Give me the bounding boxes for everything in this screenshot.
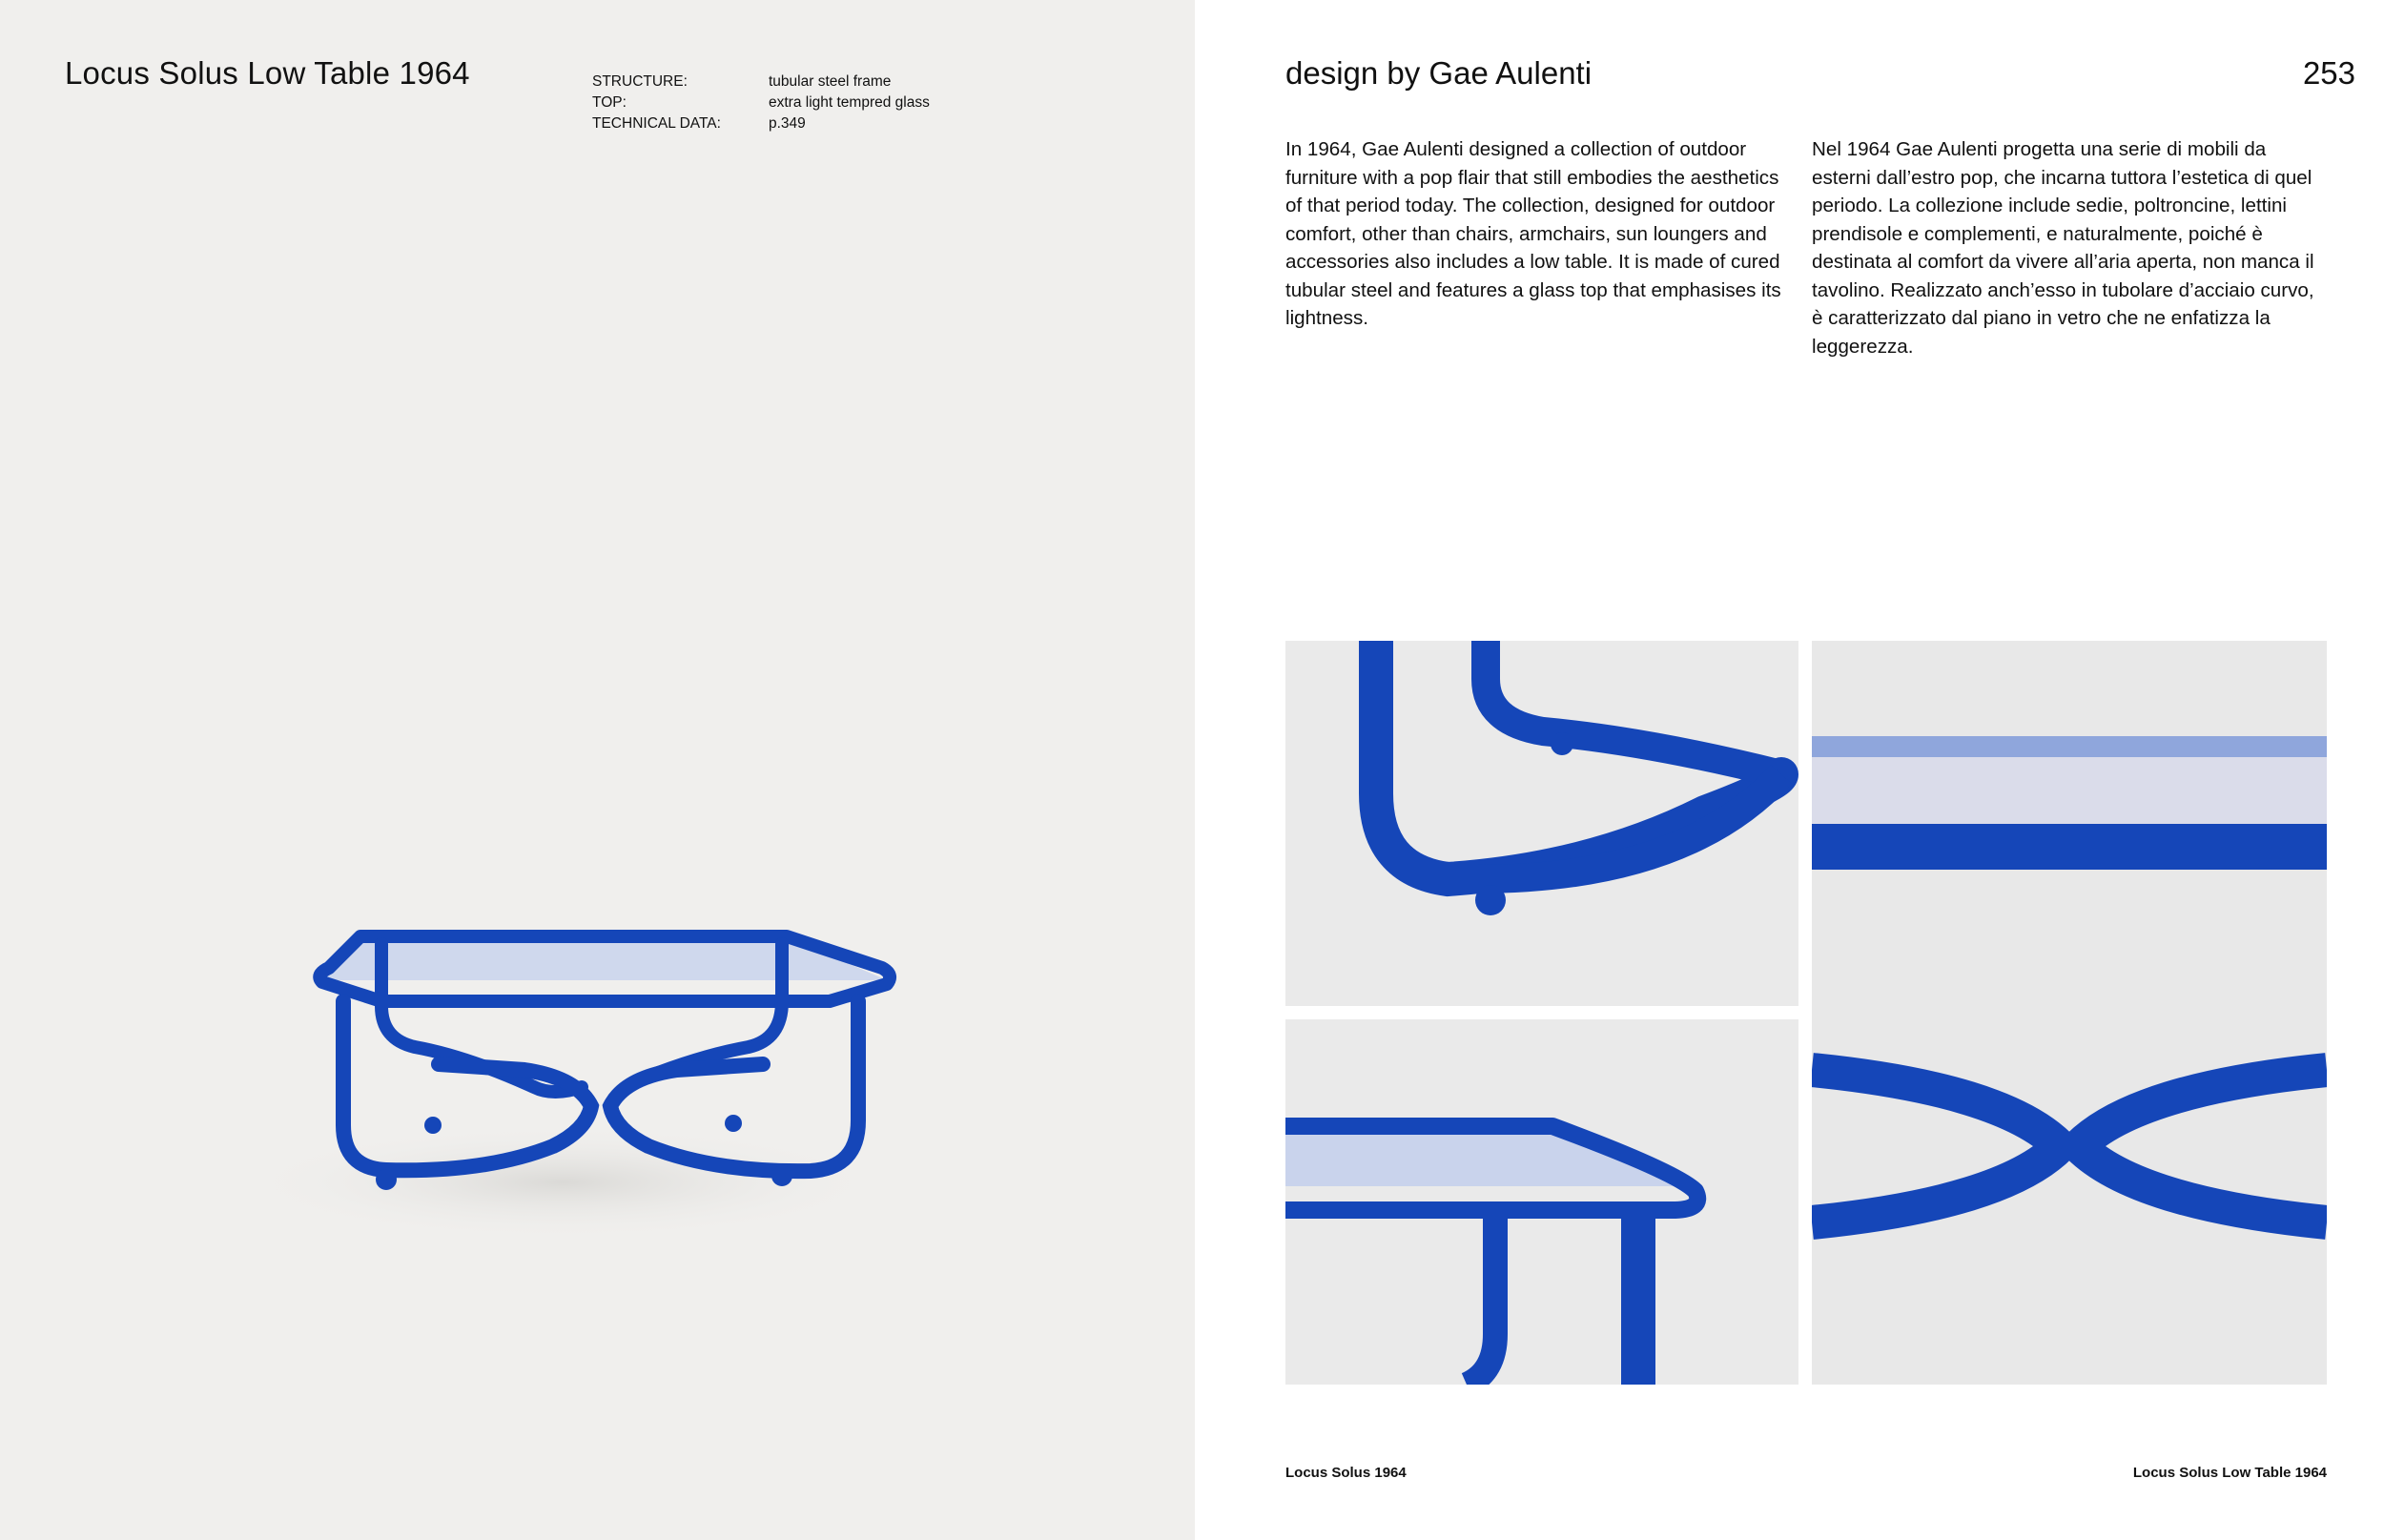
detail-photo-leg-top bbox=[1285, 641, 1798, 1006]
spec-label: STRUCTURE: bbox=[592, 73, 688, 90]
footer-collection: Locus Solus 1964 bbox=[1285, 1465, 1407, 1481]
spec-list bbox=[592, 72, 1017, 134]
spec-value: extra light tempred glass bbox=[769, 94, 930, 111]
spec-row bbox=[592, 113, 1017, 134]
detail-photo-glass-edge bbox=[1812, 641, 2327, 1385]
detail-photo-corner bbox=[1285, 1019, 1798, 1385]
spec-value: p.349 bbox=[769, 115, 806, 132]
product-title: Locus Solus Low Table 1964 bbox=[65, 55, 470, 91]
spec-label: TECHNICAL DATA: bbox=[592, 115, 721, 132]
page-number: 253 bbox=[2302, 55, 2355, 91]
description-italian: Nel 1964 Gae Aulenti progetta una serie di mobili da esterni dall’estro pop, che incarna tuttora l’estetica di quel periodo. La collezione include sedie, poltroncine, lettini prendisole e complementi, e naturalmente, poiché è destinata al comfort da vivere all’aria aperta, non manca il tavolino. Realizzato anch’esso in tubolare d’acciaio curvo, è caratterizzato dal piano in vetro che ne enfatizza la leggerezza. bbox=[1812, 138, 2314, 358]
spec-label: TOP: bbox=[592, 94, 627, 111]
table-illustration bbox=[248, 896, 954, 1259]
footer-product: Locus Solus Low Table 1964 bbox=[2132, 1465, 2327, 1481]
spec-row bbox=[592, 72, 1017, 92]
designer-heading: design by Gae Aulenti bbox=[1285, 55, 1593, 91]
spec-value: tubular steel frame bbox=[769, 73, 892, 90]
spec-row bbox=[592, 92, 1017, 113]
description-english: In 1964, Gae Aulenti designed a collection of outdoor furniture with a pop flair that still embodies the aesthetics of that period today. The collection, designed for outdoor comfort, other than chairs, armchairs, sun loungers and accessories also includes a low table. It is made of cured tubular steel and features a glass top that emphasises its lightness. bbox=[1285, 138, 1781, 329]
table-main-photo bbox=[248, 896, 954, 1259]
